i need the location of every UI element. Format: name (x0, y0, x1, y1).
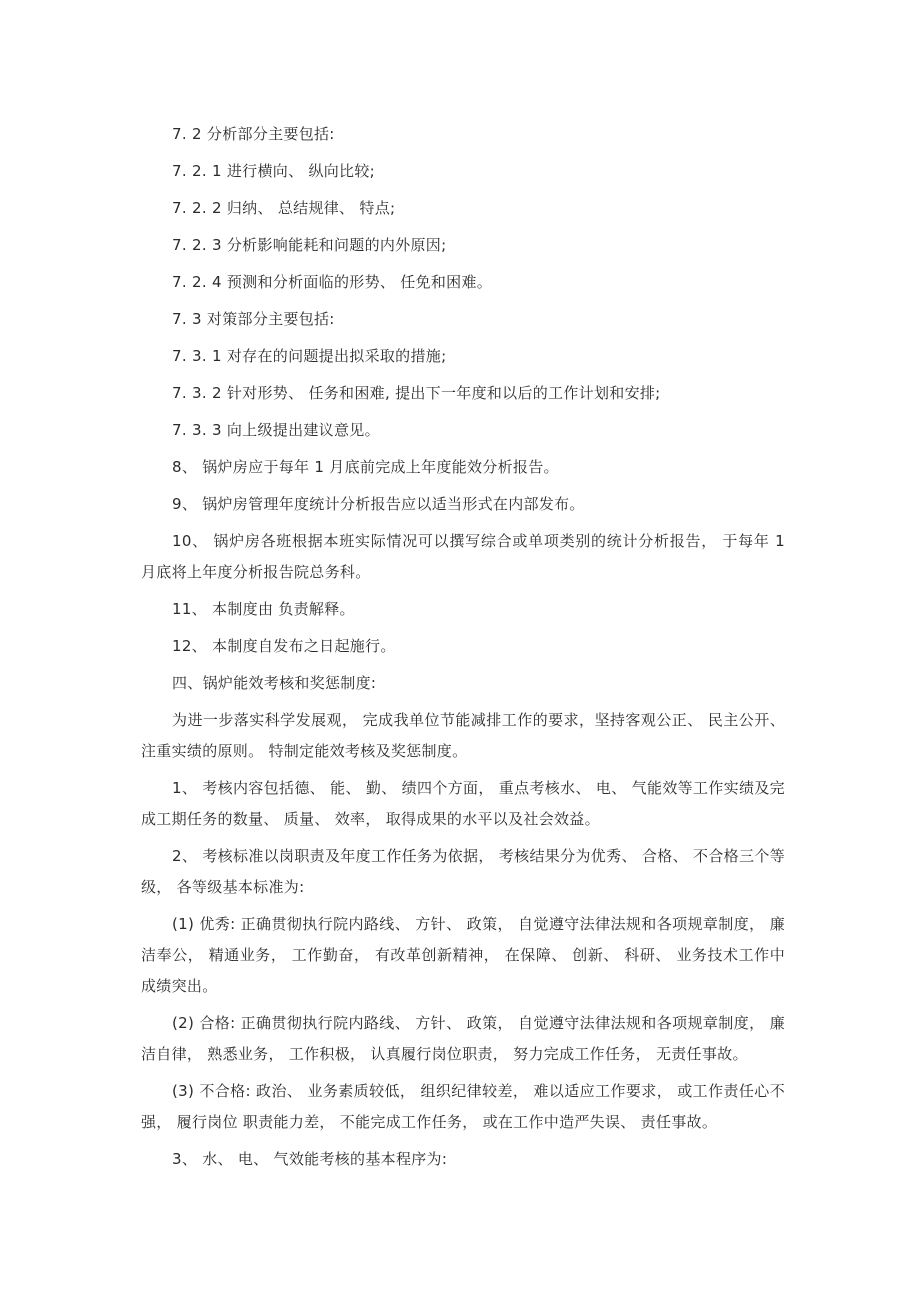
paragraph-grade-unqualified: (3) 不合格: 政治、 业务素质较低， 组织纪律较差， 难以适应工作要求， 或工作责任心不强， 履行岗位 职责能力差， 不能完成工作任务， 或在工作中造严失误、 责任事故。 (141, 1082, 785, 1131)
paragraph-7-2-3: 7. 2. 3 分析影响能耗和问题的内外原因; (172, 236, 447, 254)
paragraph-7-2: 7. 2 分析部分主要包括: (172, 125, 335, 143)
paragraph-7-3-3: 7. 3. 3 向上级提出建议意见。 (172, 421, 380, 439)
paragraph-7-3-2: 7. 3. 2 针对形势、 任务和困难, 提出下一年度和以后的工作计划和安排; (172, 384, 661, 402)
paragraph-assessment-2: 2、 考核标准以岗职责及年度工作任务为依据， 考核结果分为优秀、 合格、 不合格三个等级， 各等级基本标准为: (141, 847, 785, 896)
paragraph-intro: 为进一步落实科学发展观， 完成我单位节能减排工作的要求，坚持客观公正、 民主公开、 注重实绩的原则。 特制定能效考核及奖惩制度。 (141, 711, 785, 760)
section-heading-4: 四、锅炉能效考核和奖惩制度: (172, 674, 377, 692)
paragraph-assessment-1: 1、 考核内容包括德、 能、 勤、 绩四个方面， 重点考核水、 电、 气能效等工作实绩及完成工期任务的数量、 质量、 效率， 取得成果的水平以及社会效益。 (141, 779, 785, 828)
paragraph-7-2-1: 7. 2. 1 进行横向、 纵向比较; (172, 162, 375, 180)
paragraph-12: 12、 本制度自发布之日起施行。 (172, 637, 396, 655)
paragraph-7-2-2: 7. 2. 2 归纳、 总结规律、 特点; (172, 199, 396, 217)
paragraph-11: 11、 本制度由 负责解释。 (172, 600, 355, 618)
paragraph-10: 10、 锅炉房各班根据本班实际情况可以撰写综合或单项类别的统计分析报告， 于每年 1 月底将上年度分析报告院总务科。 (141, 532, 785, 581)
paragraph-7-3: 7. 3 对策部分主要包括: (172, 310, 335, 328)
paragraph-8: 8、 锅炉房应于每年 1 月底前完成上年度能效分析报告。 (172, 458, 559, 476)
paragraph-7-3-1: 7. 3. 1 对存在的问题提出拟采取的措施; (172, 347, 447, 365)
paragraph-grade-excellent: (1) 优秀: 正确贯彻执行院内路线、 方针、 政策， 自觉遵守法律法规和各项规章制度， 廉洁奉公， 精通业务， 工作勤奋， 有改革创新精神， 在保障、 创新、 科研、 业务技术工作中成绩突出。 (141, 915, 785, 995)
paragraph-7-2-4: 7. 2. 4 预测和分析面临的形势、 任免和困难。 (172, 273, 493, 291)
paragraph-grade-qualified: (2) 合格: 正确贯彻执行院内路线、 方针、 政策， 自觉遵守法律法规和各项规章制度， 廉洁自律， 熟悉业务， 工作积极， 认真履行岗位职责， 努力完成工作任务， 无责任事故。 (141, 1014, 785, 1063)
document-body (141, 119, 785, 1181)
paragraph-assessment-3: 3、 水、 电、 气效能考核的基本程序为: (172, 1150, 448, 1168)
paragraph-9: 9、 锅炉房管理年度统计分析报告应以适当形式在内部发布。 (172, 495, 585, 513)
